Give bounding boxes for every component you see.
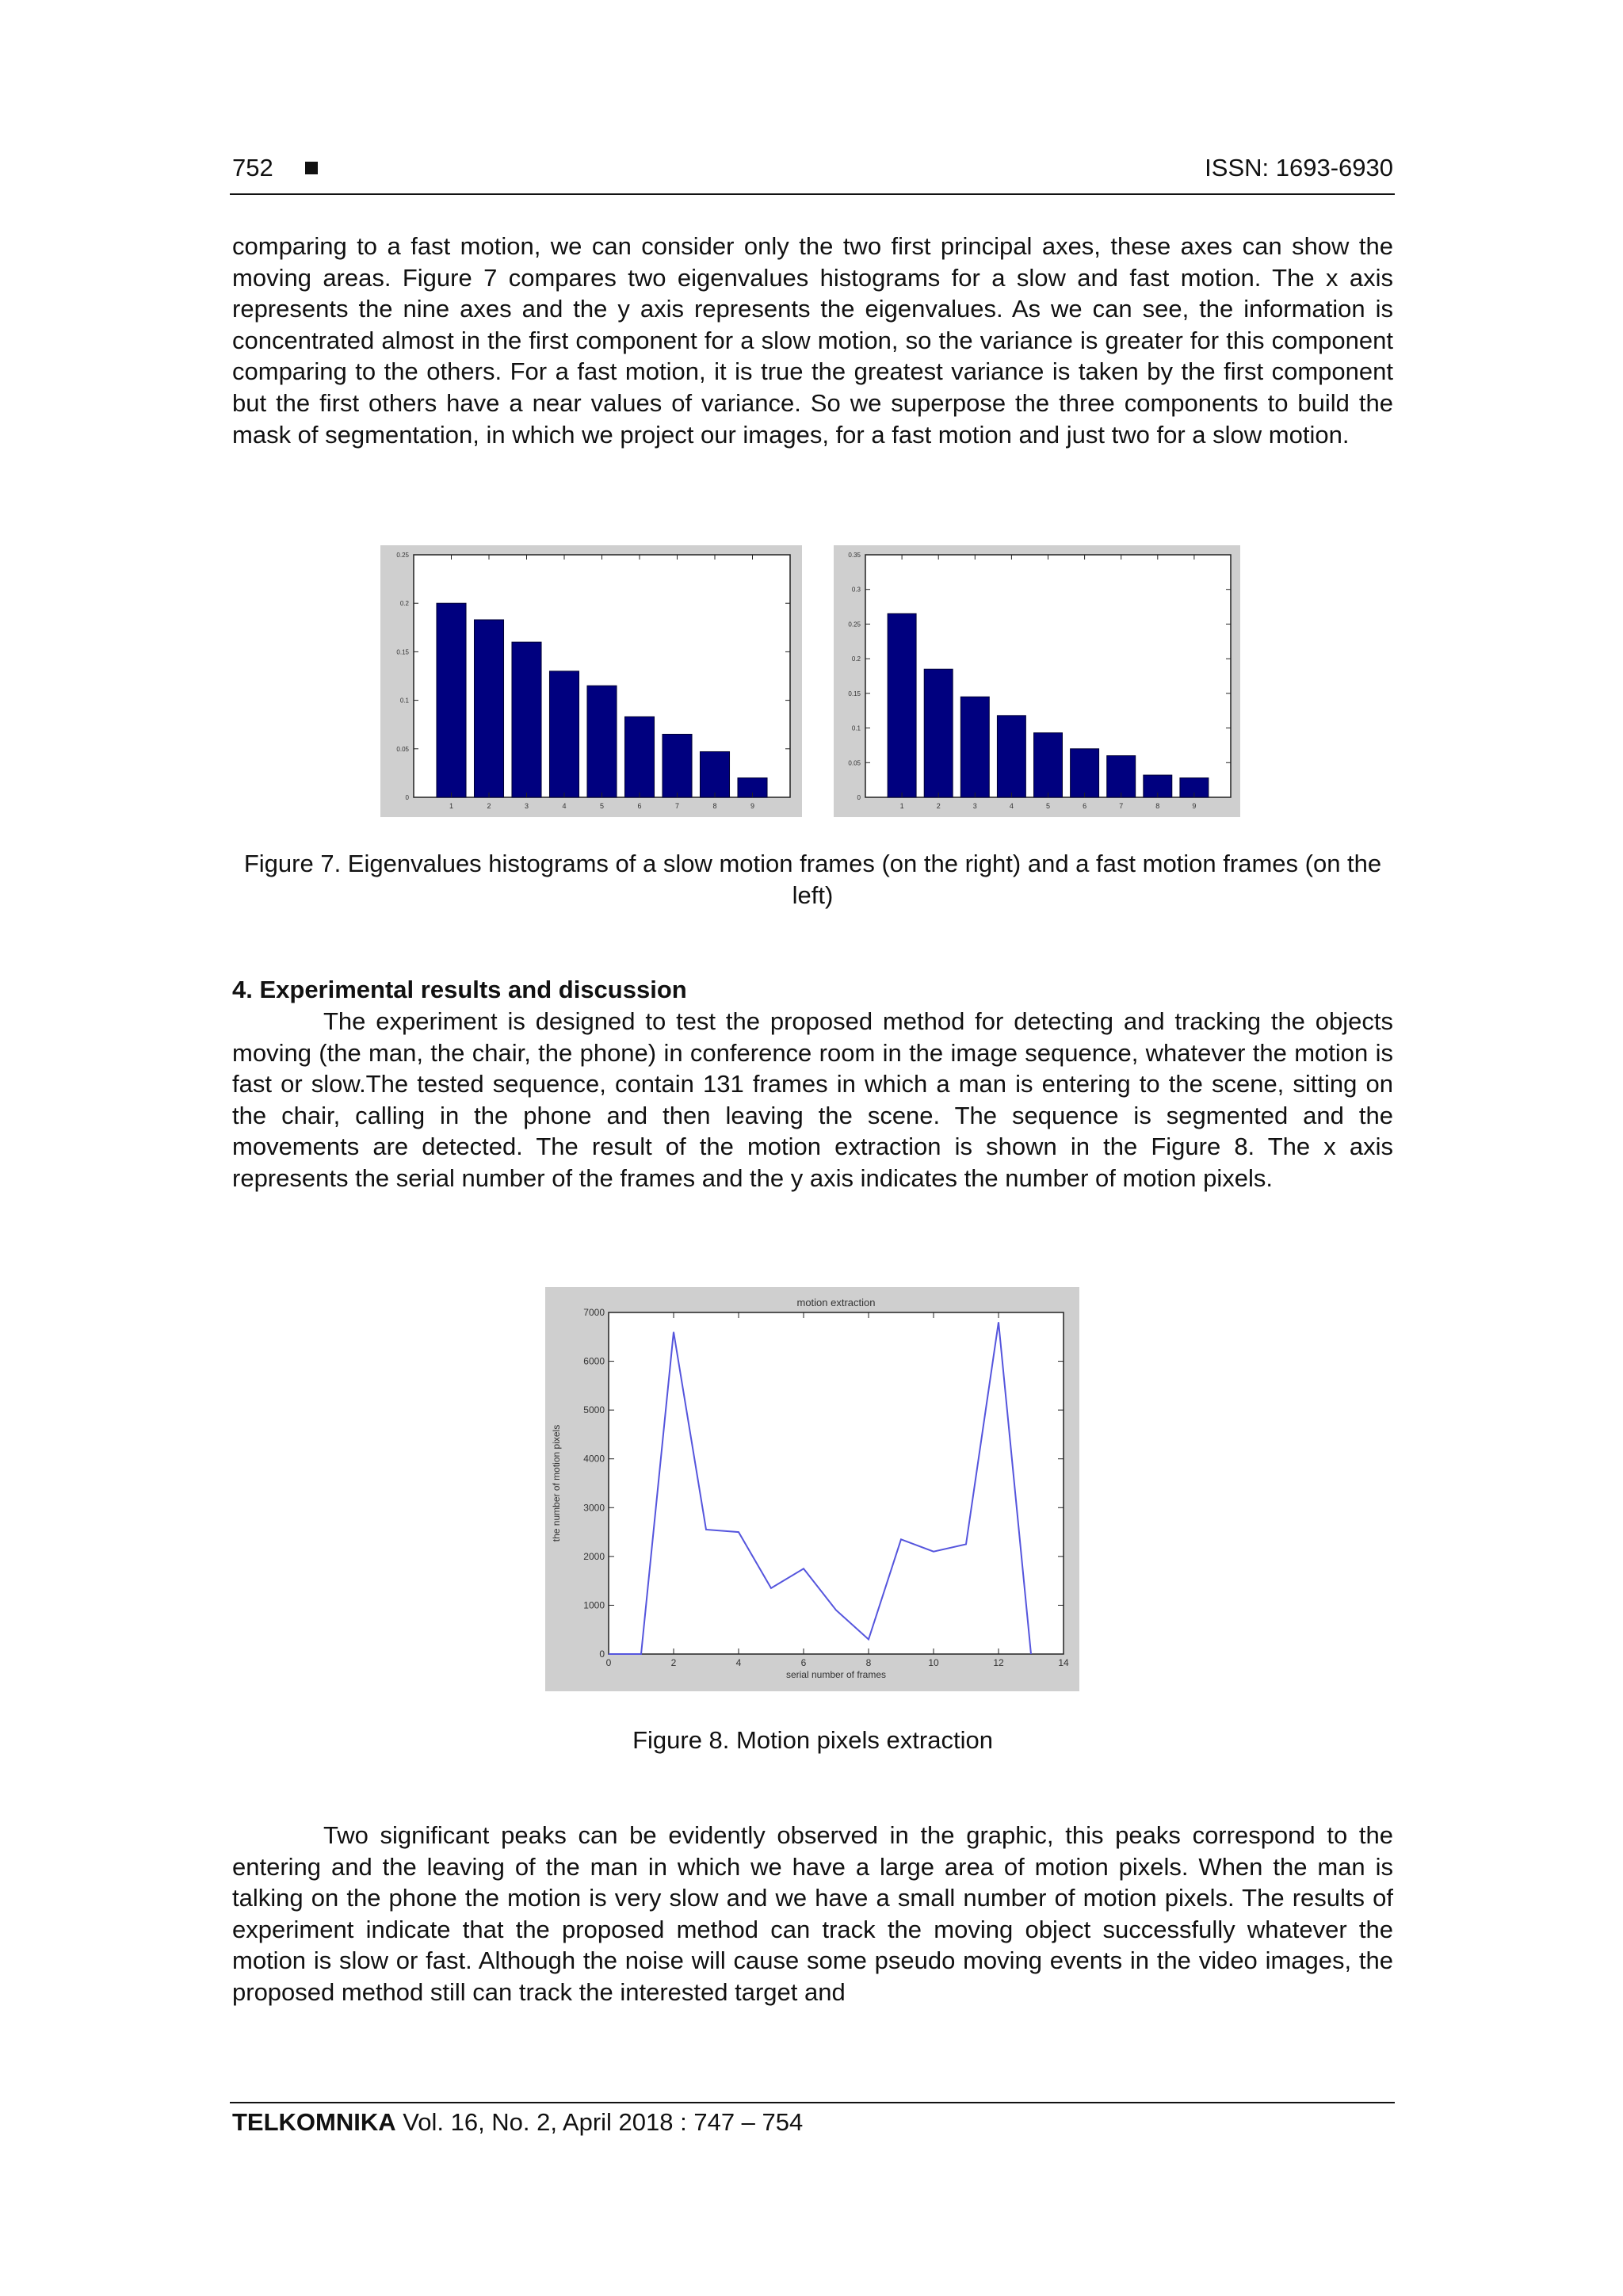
x-tick-label: 1 (449, 802, 454, 810)
y-tick-label: 0 (599, 1648, 605, 1660)
section-heading: 4. Experimental results and discussion (232, 976, 687, 1003)
footer-rule (230, 2102, 1395, 2103)
bar-7 (663, 734, 692, 797)
y-tick-label: 5000 (583, 1404, 605, 1416)
figure-8-caption: Figure 8. Motion pixels extraction (632, 1726, 993, 1754)
x-tick-label: 8 (712, 802, 717, 810)
y-tick-label: 0.2 (851, 655, 861, 663)
x-tick-label: 5 (1045, 802, 1051, 810)
bar-7 (1107, 756, 1136, 797)
x-tick-label: 3 (972, 802, 977, 810)
y-tick-label: 0.25 (848, 621, 861, 628)
bar-5 (1034, 733, 1063, 797)
x-tick-label: 7 (674, 802, 680, 810)
x-tick-label: 2 (936, 802, 941, 810)
footer-citation: Vol. 16, No. 2, April 2018 : 747 – 754 (395, 2108, 804, 2136)
bar-4 (549, 671, 579, 797)
y-tick-label: 7000 (583, 1307, 605, 1318)
figure-7-caption: Figure 7. Eigenvalues histograms of a slow motion frames (on the right) and a fast motion frames (on the left) (243, 850, 1382, 909)
y-tick-label: 0.05 (396, 745, 409, 753)
x-tick-label: 6 (1083, 802, 1087, 810)
x-tick-label: 2 (487, 802, 491, 810)
x-tick-label: 4 (735, 1657, 742, 1668)
figure-7-right-chart (834, 545, 1240, 817)
eigenvalue-histogram-fast (380, 545, 802, 817)
y-axis-label: the number of motion pixels (551, 1424, 562, 1542)
x-tick-label: 2 (670, 1657, 677, 1668)
x-tick-label: 8 (1155, 802, 1160, 810)
y-tick-label: 3000 (583, 1502, 605, 1514)
page-number (232, 152, 318, 184)
bar-1 (888, 613, 916, 797)
y-tick-label: 0.3 (851, 586, 861, 594)
x-tick-label: 6 (800, 1657, 807, 1668)
x-tick-label: 9 (1192, 802, 1197, 810)
bar-2 (924, 669, 953, 797)
eigenvalue-histogram-slow (834, 545, 1240, 817)
chart-title: motion extraction (796, 1297, 876, 1308)
page-number-text: 752 (232, 154, 273, 181)
x-tick-label: 3 (524, 802, 529, 810)
x-tick-label: 7 (1119, 802, 1124, 810)
x-tick-label: 5 (599, 802, 605, 810)
y-tick-label: 2000 (583, 1550, 605, 1562)
bar-3 (512, 642, 541, 797)
x-axis-label: serial number of frames (785, 1669, 887, 1680)
y-tick-label: 0.1 (399, 697, 409, 705)
x-tick-label: 8 (865, 1657, 872, 1668)
y-tick-label: 0.25 (396, 552, 409, 559)
bar-2 (474, 620, 503, 797)
header-rule (230, 193, 1395, 195)
y-tick-label: 4000 (583, 1453, 605, 1465)
x-tick-label: 0 (605, 1657, 612, 1668)
footer (232, 2107, 803, 2138)
paragraph-1: comparing to a fast motion, we can consider only the two first principal axes, these axes can show the moving areas. Figure 7 compares two eigenvalues histograms for a slow and fast motion. The x axis represents the nine axes and the y axis represents the eigenvalues. As we can see, the information is concentrated almost in the first component for a slow motion, so the variance is greater for this component comparing to the others. For a fast motion, it is true the greatest variance is taken by the first component but the first others have a near values of variance. So we superpose the three components to build the mask of segmentation, in which we project our images, for a fast motion and just two for a slow motion. (232, 232, 1393, 449)
x-tick-label: 14 (1058, 1657, 1069, 1668)
x-tick-label: 4 (562, 802, 567, 810)
y-tick-label: 0 (405, 794, 409, 801)
bar-6 (624, 716, 654, 797)
bar-3 (960, 697, 989, 797)
y-tick-label: 0.35 (848, 552, 861, 559)
plot-area (609, 1312, 1064, 1654)
y-tick-label: 0.15 (396, 648, 409, 656)
square-bullet-icon (305, 162, 318, 174)
y-tick-label: 0.05 (848, 759, 861, 767)
x-tick-label: 4 (1009, 802, 1014, 810)
paragraph-2: The experiment is designed to test the proposed method for detecting and tracking the objects moving (the man, the chair, the phone) in conference room in the image sequence, whatever the motion is fast or slow.The tested sequence, contain 131 frames in which a man is entering to the scene, sitting on the chair, calling in the phone and then leaving the scene. The sequence is segmented and the movements are detected. The result of the motion extraction is shown in the Figure 8. The x axis represents the serial number of the frames and the y axis indicates the number of motion pixels. (232, 1007, 1393, 1192)
bar-8 (700, 751, 729, 797)
y-tick-label: 1000 (583, 1599, 605, 1611)
bar-1 (437, 603, 466, 797)
y-tick-label: 0.15 (848, 690, 861, 697)
bar-4 (997, 716, 1025, 797)
bar-6 (1071, 749, 1099, 797)
figure-7-left-chart (380, 545, 802, 817)
x-tick-label: 10 (928, 1657, 939, 1668)
x-tick-label: 12 (993, 1657, 1004, 1668)
figure-8-chart (545, 1287, 1079, 1691)
y-tick-label: 0.2 (399, 600, 409, 608)
x-tick-label: 6 (637, 802, 642, 810)
y-tick-label: 0.1 (851, 724, 861, 732)
motion-extraction-plot (545, 1287, 1079, 1691)
bar-5 (587, 686, 617, 797)
journal-name: TELKOMNIKA (232, 2108, 396, 2136)
y-tick-label: 0 (857, 794, 861, 801)
y-tick-label: 6000 (583, 1355, 605, 1367)
x-tick-label: 1 (899, 802, 904, 810)
issn: ISSN: 1693-6930 (1205, 154, 1393, 181)
x-tick-label: 9 (750, 802, 755, 810)
paragraph-3: Two significant peaks can be evidently observed in the graphic, this peaks correspond to the entering and the leaving of the man in which we have a large area of motion pixels. When the man is talking on the phone the motion is very slow and we have a small number of motion pixels. The results of experiment indicate that the proposed method can track the moving object successfully whatever the motion is slow or fast. Although the noise will cause some pseudo moving events in the video images, the proposed method still can track the interested target and (232, 1821, 1393, 2006)
